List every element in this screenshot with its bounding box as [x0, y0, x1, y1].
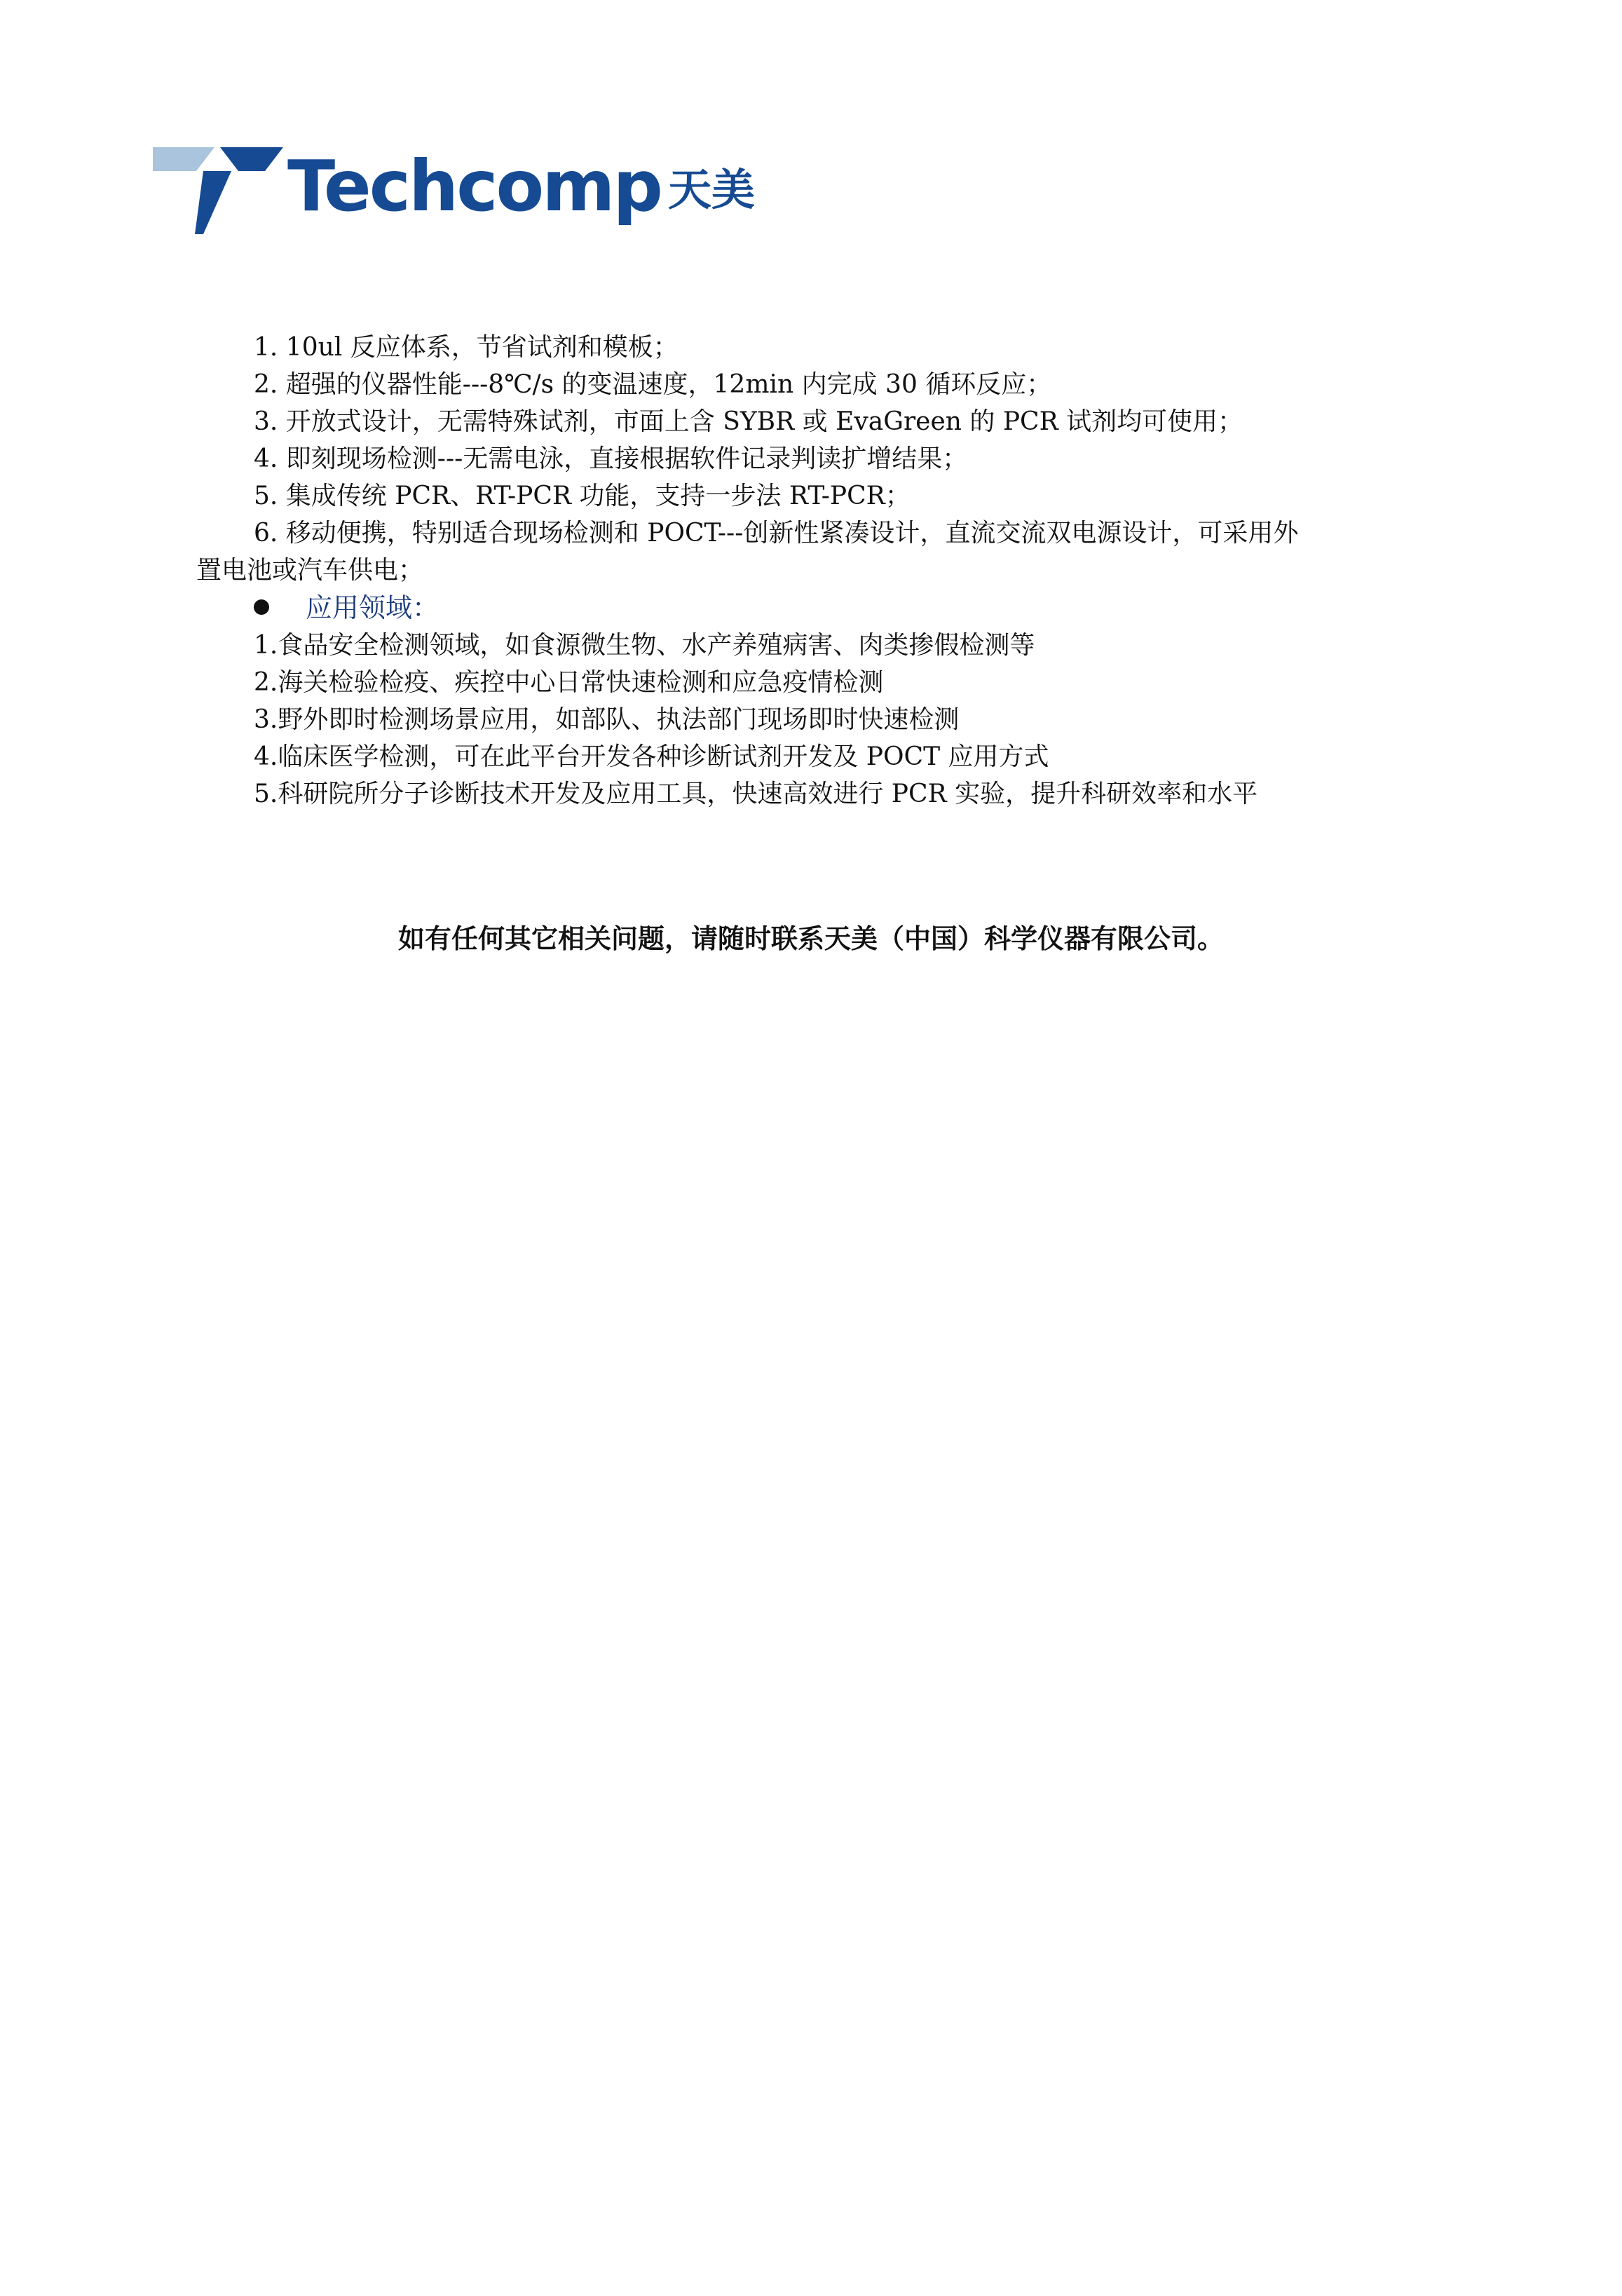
application-item: 3.野外即时检测场景应用，如部队、执法部门现场即时快速检测 [254, 705, 960, 734]
logo-brand-cn-text: 天美 [668, 164, 756, 215]
feature-item: 2. 超强的仪器性能---8℃/s 的变温速度，12min 内完成 30 循环反应； [254, 370, 1052, 399]
feature-item: 5. 集成传统 PCR、RT-PCR 功能，支持一步法 RT-PCR； [254, 482, 911, 510]
feature-item: 1. 10ul 反应体系，节省试剂和模板； [254, 333, 679, 362]
application-item: 5.科研院所分子诊断技术开发及应用工具，快速高效进行 PCR 实验，提升科研效率和水平 [254, 780, 1258, 808]
feature-item: 4. 即刻现场检测---无需电泳，直接根据软件记录判读扩增结果； [254, 444, 968, 473]
bullet-icon [254, 599, 269, 615]
application-heading-label: 应用领域： [306, 592, 439, 623]
feature-item: 3. 开放式设计，无需特殊试剂，市面上含 SYBR 或 EvaGreen 的 PCR 试剂均可使用； [254, 407, 1243, 436]
feature-item-continuation: 置电池或汽车供电； [196, 556, 424, 585]
company-logo [153, 147, 770, 245]
application-item: 2.海关检验检疫、疾控中心日常快速检测和应急疫情检测 [254, 668, 884, 697]
logo-brand-text: Techcomp [287, 145, 661, 227]
contact-note: 如有任何其它相关问题，请随时联系天美（中国）科学仪器有限公司。 [397, 923, 1224, 954]
techcomp-logo-icon [153, 147, 286, 238]
application-item: 1.食品安全检测领域，如食源微生物、水产养殖病害、肉类掺假检测等 [254, 631, 1035, 660]
application-heading [254, 592, 439, 623]
application-item: 4.临床医学检测，可在此平台开发各种诊断试剂开发及 POCT 应用方式 [254, 742, 1049, 771]
feature-item: 6. 移动便携，特别适合现场检测和 POCT---创新性紧凑设计，直流交流双电源设计，可采用外 [254, 519, 1299, 548]
